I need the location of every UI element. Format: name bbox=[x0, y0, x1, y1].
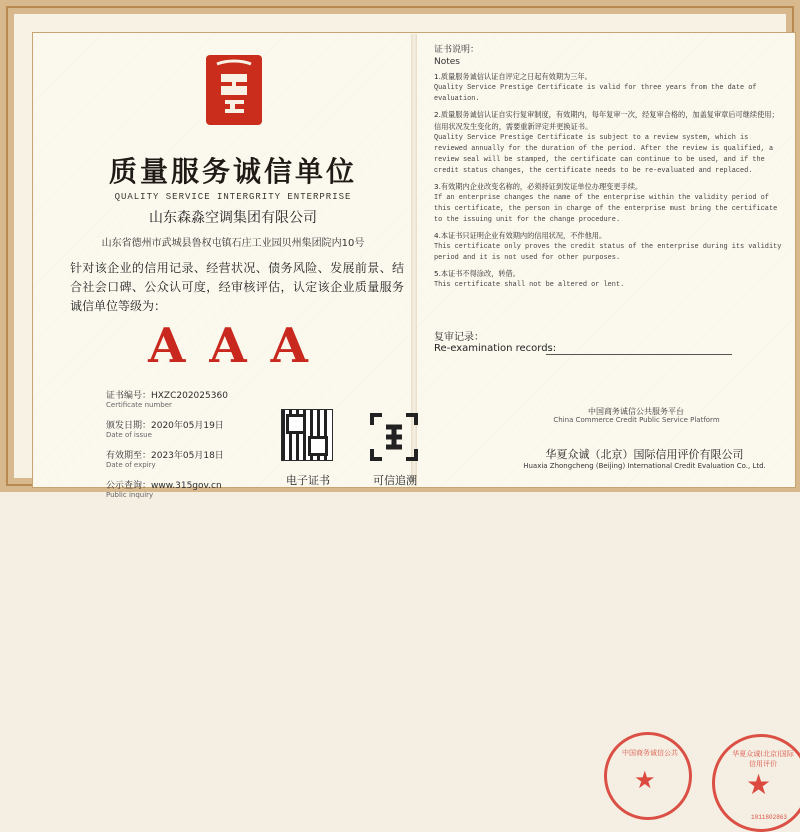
certificate-number-en: Certificate number bbox=[106, 401, 172, 409]
certificate-statement: 针对该企业的信用记录、经营状况、债务风险、发展前景、结合社会口碑、公众认可度，经审核评估，认定该企业质量服务诚信单位等级为： bbox=[70, 261, 404, 313]
note-en: This certificate shall not be altered or lent. bbox=[434, 281, 625, 289]
note-item bbox=[434, 268, 782, 291]
electronic-certificate-label: 电子证书 bbox=[286, 474, 330, 487]
certificate-subtitle: QUALITY SERVICE INTERGRITY ENTERPRISE bbox=[114, 192, 352, 202]
note-en: If an enterprise changes the name of the enterprise within the validity period of this certificate, the person in charge of the enterprise must bring the certificate to the issuing unit for the change procedure. bbox=[434, 194, 778, 224]
stamp-code: 1011802863 bbox=[751, 814, 788, 821]
certificate-title: 质量服务诚信单位 bbox=[108, 155, 357, 188]
certificate-right-panel bbox=[434, 42, 794, 821]
note-cn: 4.本证书只证明企业有效期内的信用状况，不作他用。 bbox=[434, 231, 607, 240]
public-inquiry-en: Public inquiry bbox=[106, 491, 154, 499]
issue-date: 颁发日期：2020年05月19日 bbox=[106, 421, 224, 431]
trusted-trace-icon bbox=[366, 409, 422, 465]
credit-logo bbox=[205, 54, 263, 126]
issuer-name-en: Huaxia Zhongcheng (Beijing) International Credit Evaluation Co., Ltd. bbox=[523, 462, 766, 470]
note-cn: 3.有效期内企业改变名称的，必须持证到发证单位办理变更手续。 bbox=[434, 182, 643, 191]
notes-title-en: Notes bbox=[434, 57, 460, 67]
certificate-left-panel bbox=[48, 42, 417, 499]
note-cn: 1.质量服务诚信认证自评定之日起有效期为三年。 bbox=[434, 72, 592, 81]
credit-seal-icon bbox=[205, 54, 263, 126]
trace-icon[interactable] bbox=[366, 409, 422, 465]
public-inquiry-row bbox=[106, 478, 286, 499]
expiry-date-en: Date of expiry bbox=[106, 461, 156, 469]
issue-date-en: Date of issue bbox=[106, 431, 152, 439]
certificate-meta bbox=[106, 388, 286, 508]
note-en: Quality Service Prestige Certificate is subject to a review system, which is reviewed annually for the duration of the period. After the review is qualified, a review seal will be stamped, the certificate can continue to be used, and if the credit status changes, the certificate needs to be re-evaluated and replaced. bbox=[434, 134, 774, 175]
note-en: Quality Service Prestige Certificate is valid for three years from the date of evaluation. bbox=[434, 84, 757, 103]
expiry-date: 有效期至：2023年05月18日 bbox=[106, 451, 224, 461]
public-inquiry: 公示查询：www.315gov.cn bbox=[106, 481, 222, 491]
note-en: This certificate only proves the credit status of the enterprise during its validity period and it is not used for other purposes. bbox=[434, 243, 782, 262]
stamp-text: 中国商务诚信公共 bbox=[622, 749, 678, 757]
star-icon: ★ bbox=[634, 766, 656, 794]
expiry-date-row bbox=[106, 448, 286, 469]
stamp-text: 华夏众诚(北京)国际信用评价 bbox=[732, 750, 794, 768]
review-records-title-en: Re-examination records: bbox=[434, 343, 557, 354]
company-name: 山东森淼空调集团有限公司 bbox=[149, 210, 317, 226]
certificate-number: 证书编号：HXZC202025360 bbox=[106, 391, 228, 401]
qr-code-icon[interactable] bbox=[281, 409, 333, 461]
notes-title: 证书说明： bbox=[434, 45, 480, 55]
note-cn: 2.质量服务诚信认证自实行复审制度，有效期内，每年复审一次，经复审合格的，加盖复审章后可继续使用；信用状况发生变化的，需要重新评定并更换证书。 bbox=[434, 110, 779, 131]
review-record-line bbox=[546, 354, 732, 355]
certificate-number-row bbox=[106, 388, 286, 409]
platform-name: 中国商务诚信公共服务平台 bbox=[588, 407, 684, 416]
star-icon: ★ bbox=[746, 768, 772, 801]
note-cn: 5.本证书不得涂改，转借。 bbox=[434, 269, 520, 278]
trusted-trace-label: 可信追溯 bbox=[373, 474, 417, 487]
note-item bbox=[434, 230, 782, 264]
review-records-title: 复审记录： bbox=[434, 332, 484, 343]
platform-name-en: China Commerce Credit Public Service Platform bbox=[553, 416, 720, 424]
issuer-name: 华夏众诚（北京）国际信用评价有限公司 bbox=[545, 448, 744, 461]
credit-grade: AAA bbox=[148, 318, 332, 374]
issue-date-row bbox=[106, 418, 286, 439]
note-item bbox=[434, 181, 782, 226]
company-address: 山东省德州市武城县鲁权屯镇石庄工业园贝州集团院内10号 bbox=[101, 238, 365, 249]
note-item bbox=[434, 71, 782, 105]
note-item bbox=[434, 109, 782, 177]
